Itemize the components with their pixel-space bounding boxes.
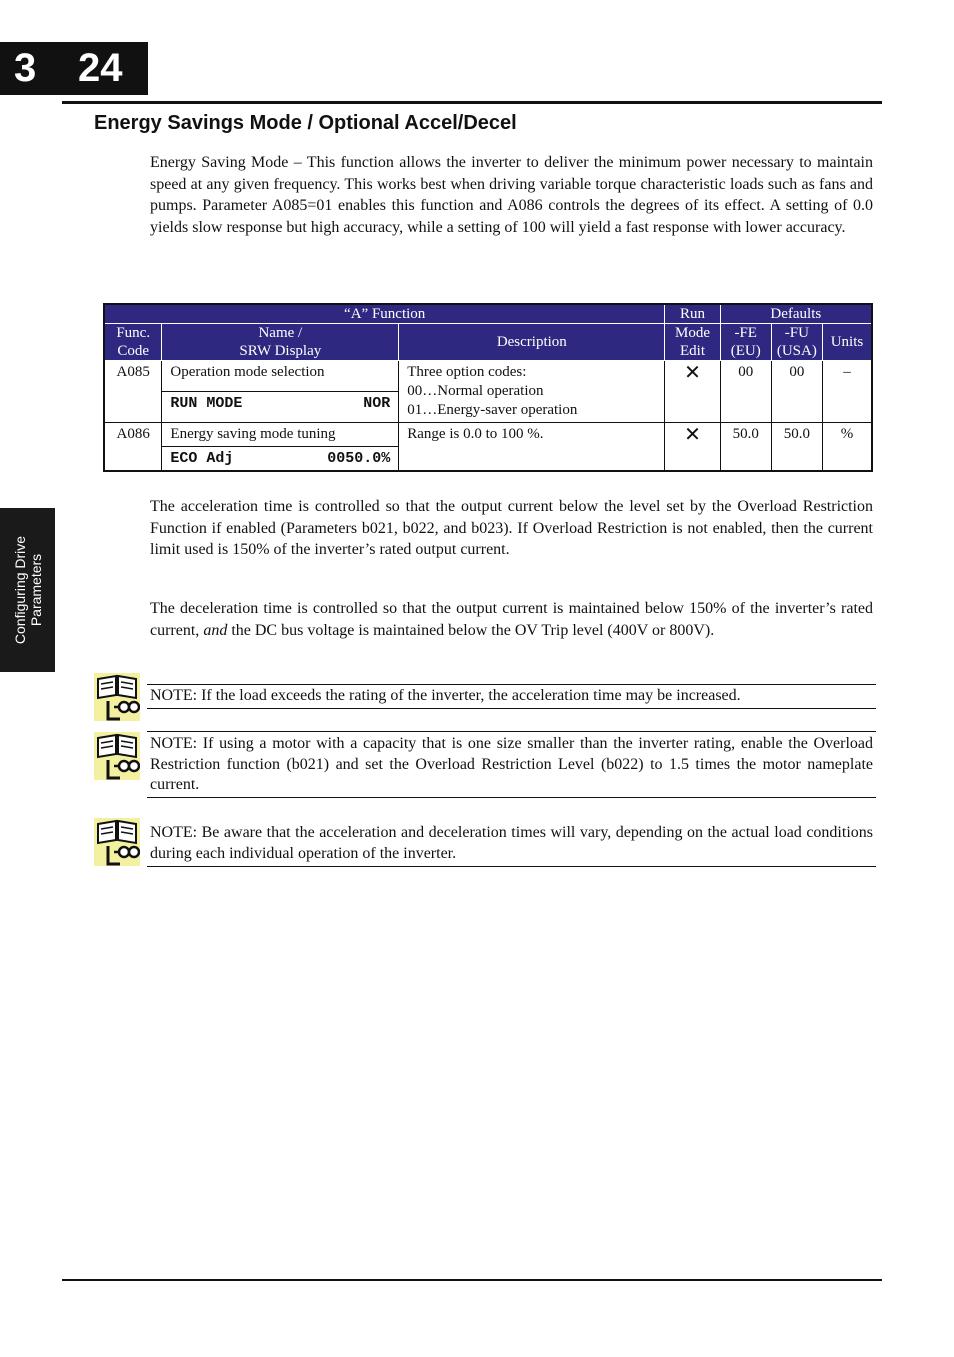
emphasis-and: and (203, 621, 228, 639)
description-cell: Three option codes: 00…Normal operation 01…Energy-saver operation (399, 361, 665, 423)
group-header: “A” Function (104, 304, 665, 324)
chapter-number: 3 (14, 46, 37, 90)
mode-edit-header: Mode Edit (665, 324, 720, 361)
run-mode-x-icon: ✕ (665, 423, 720, 472)
units-header: Units (822, 324, 872, 361)
note-3: NOTE: Be aware that the acceleration and deceleration times will vary, depending on the actual load conditions during each individual operation of the inverter. (147, 821, 876, 867)
section-title: Energy Savings Mode / Optional Accel/Decel (94, 112, 517, 134)
note-2: NOTE: If using a motor with a capacity that is one size smaller than the inverter rating, enable the Overload Restriction function (b021) and set the Overload Restriction Level (b022) to 1.5 times the motor nameplate current. (147, 731, 876, 798)
func-code-cell: A085 (104, 361, 162, 423)
description-header: Description (399, 324, 665, 361)
header-rule (62, 101, 882, 104)
footer-rule (62, 1279, 882, 1281)
page-number: 24 (78, 46, 123, 90)
accel-paragraph: The acceleration time is controlled so that the output current below the level set by the Overload Restriction Function if enabled (Parameters b021, b022, and b023). If Overload Restriction is not enabled, then the current limit used is 150% of the inverter’s rated output current. (150, 498, 873, 558)
fe-default-cell: 50.0 (720, 423, 771, 472)
book-note-icon (94, 818, 140, 866)
intro-paragraph (150, 152, 873, 238)
parameter-table (103, 303, 873, 472)
book-note-icon (94, 732, 140, 780)
defaults-header: Defaults (720, 304, 872, 324)
func-code-cell: A086 (104, 423, 162, 472)
table-row (104, 423, 872, 447)
name-cell: Operation mode selection (162, 361, 399, 392)
fu-header: -FU (USA) (771, 324, 822, 361)
units-cell: – (822, 361, 872, 423)
table-row (104, 361, 872, 392)
name-header: Name / SRW Display (162, 324, 399, 361)
intro-lead: Energy Saving Mode – (150, 154, 302, 171)
description-cell: Range is 0.0 to 100 %. (399, 423, 665, 472)
srw-display-cell: ECO Adj 0050.0% (162, 447, 399, 472)
func-code-header: Func. Code (104, 324, 162, 361)
fe-default-cell: 00 (720, 361, 771, 423)
units-cell: % (822, 423, 872, 472)
page-number-tab (0, 42, 148, 95)
run-mode-header: Run (665, 304, 720, 324)
fu-default-cell: 00 (771, 361, 822, 423)
side-chapter-tab: Configuring Drive Parameters (0, 508, 55, 672)
name-cell: Energy saving mode tuning (162, 423, 399, 447)
book-note-icon (94, 673, 140, 721)
fe-header: -FE (EU) (720, 324, 771, 361)
fu-default-cell: 50.0 (771, 423, 822, 472)
note-1: NOTE: If the load exceeds the rating of the inverter, the acceleration time may be increased. (147, 684, 876, 709)
srw-display-cell: RUN MODE NOR (162, 392, 399, 423)
intro-text: This function allows the inverter to deliver the minimum power necessary to maintain speed at any given frequency. This works best when driving variable torque characteristic loads such as fans and pumps. Parameter A085=01 enables this function and A086 controls the degrees of its effect. A setting of 0.0 yields slow response but high accuracy, while a setting of 100 will yield a fast response with lower accuracy. (150, 154, 874, 236)
decel-paragraph: The deceleration time is controlled so that the output current is maintained below 150% of the inverter’s rated current, and the DC bus voltage is maintained below the OV Trip level (400V or 800V). (150, 600, 873, 639)
run-mode-x-icon: ✕ (665, 361, 720, 423)
